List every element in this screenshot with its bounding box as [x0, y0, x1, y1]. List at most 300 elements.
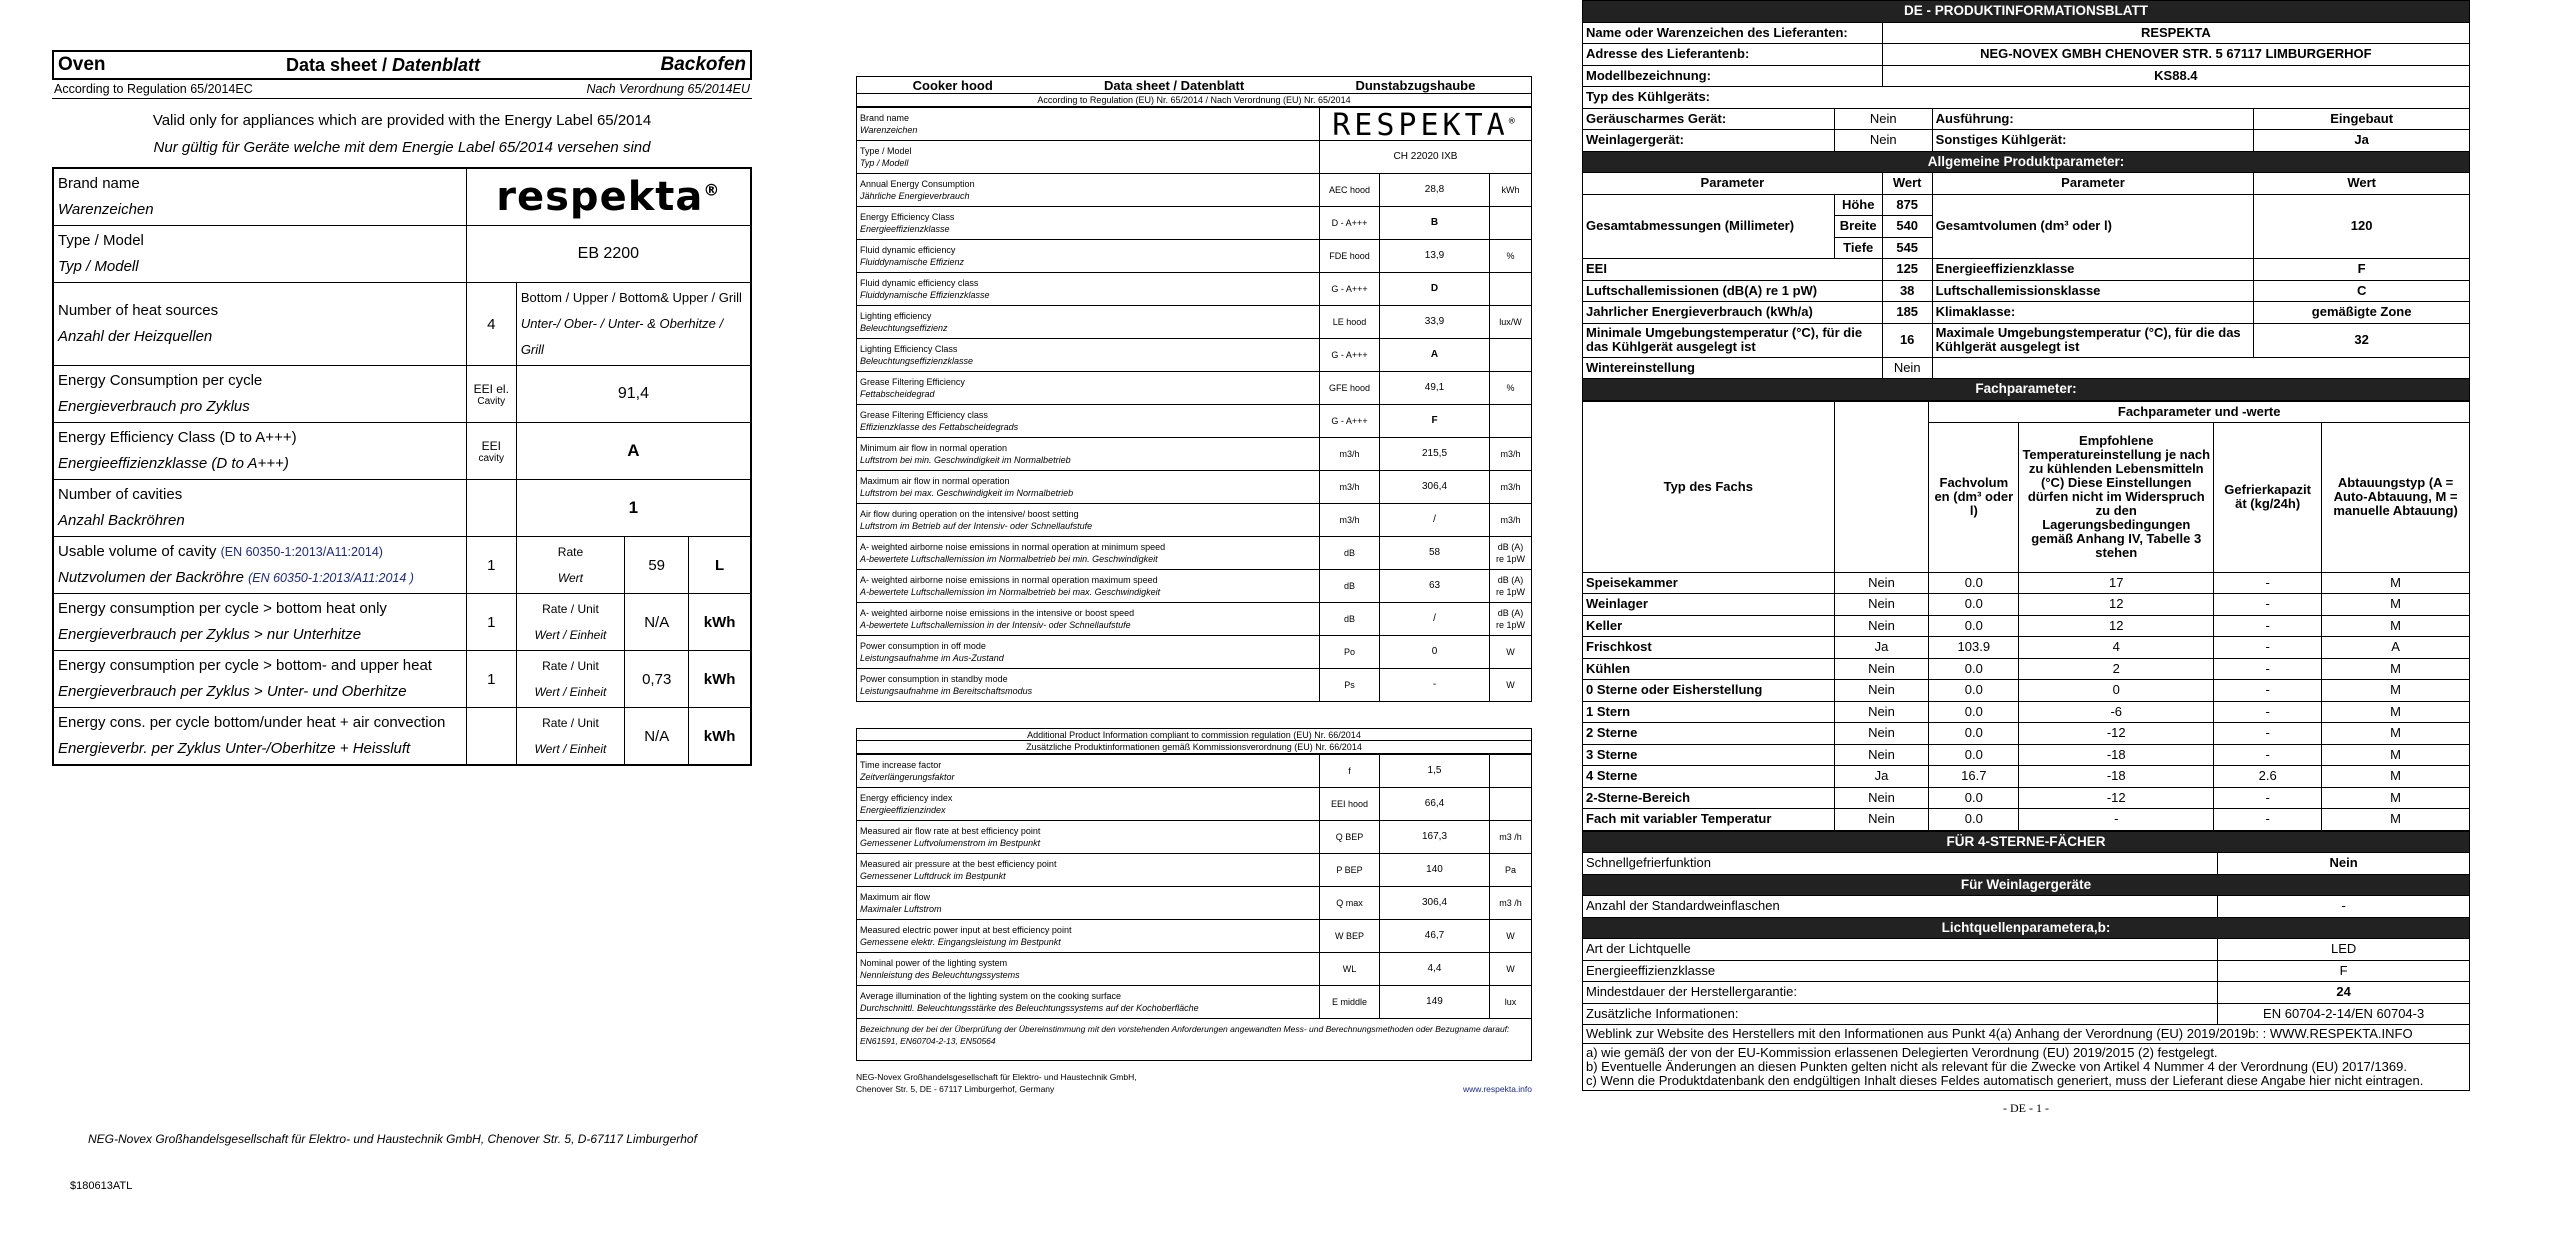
- fach-cell-5: M: [2322, 787, 2470, 809]
- hood-label: [857, 821, 1320, 854]
- hood-label-en: Average illumination of the lighting system on the cooking surface: [860, 991, 1121, 1001]
- fach-cell-2: 0.0: [1929, 723, 2019, 745]
- table-row: [1583, 357, 2470, 379]
- type-label: [53, 226, 466, 283]
- vol-rate-b: Wert: [557, 571, 584, 585]
- eec-value: A: [516, 423, 751, 480]
- licht2-value: 24: [2218, 982, 2470, 1004]
- fach-cell-3: 12: [2019, 594, 2214, 616]
- ausf-value: Eingebaut: [2254, 108, 2470, 130]
- hood-label-de: Energieeffizienzklasse: [860, 224, 950, 234]
- oven-header-mid: [286, 55, 480, 76]
- hood-cell-un: [1490, 273, 1532, 306]
- fach-cell-0: 2 Sterne: [1583, 723, 1835, 745]
- hood-cell-v: -: [1380, 669, 1490, 702]
- table-row: [857, 821, 1532, 854]
- address-value: NEG-NOVEX GMBH CHENOVER STR. 5 67117 LIMBURGERHOF: [1882, 44, 2469, 66]
- gen3-av: 16: [1882, 323, 1932, 357]
- dim-h-value: 875: [1882, 194, 1932, 216]
- fach-cell-3: -: [2019, 809, 2214, 831]
- fach-cell-2: 0.0: [1929, 658, 2019, 680]
- eec-de: Energieeffizienzklasse (D to A+++): [58, 455, 289, 472]
- hood-label: [857, 438, 1320, 471]
- table-row: [857, 755, 1532, 788]
- table-row: [857, 405, 1532, 438]
- hood-cell-un: W: [1490, 669, 1532, 702]
- hood-cell-u: m3/h: [1320, 438, 1380, 471]
- hood-cell-u: G - A+++: [1320, 405, 1380, 438]
- table-row: [1583, 259, 2470, 281]
- table-row: [857, 854, 1532, 887]
- fridge-title: DE - PRODUKTINFORMATIONSBLATT: [1583, 1, 2470, 23]
- hood-header-right: Dunstabzugshaube: [1355, 77, 1476, 93]
- row1-n: 1: [466, 651, 516, 708]
- fach-cell-1: Ja: [1834, 766, 1929, 788]
- row0-ru: [516, 594, 624, 651]
- oven-header-mid-a: Data sheet /: [285, 54, 393, 75]
- hood-cell-v: 13,9: [1380, 240, 1490, 273]
- hood-label-en: Minimum air flow in normal operation: [860, 443, 1008, 453]
- fach-cell-0: Weinlager: [1583, 594, 1835, 616]
- hood-cell-u: E middle: [1320, 986, 1380, 1019]
- respekta-logo: respekta®: [466, 168, 751, 226]
- fach-cell-2: 0.0: [1929, 680, 2019, 702]
- fach-cell-2: 0.0: [1929, 615, 2019, 637]
- hood-label-en: A- weighted airborne noise emissions in the intensive or boost speed: [860, 608, 1135, 618]
- fach-cell-0: Keller: [1583, 615, 1835, 637]
- hood-address: [856, 1071, 1532, 1095]
- fach-cell-5: M: [2322, 701, 2470, 723]
- table-row: [1583, 896, 2470, 918]
- fach-typ-header: Typ des Fachs: [1583, 401, 1835, 572]
- table-row: [53, 226, 751, 283]
- hood-label: [857, 603, 1320, 636]
- fach-cell-0: Speisekammer: [1583, 572, 1835, 594]
- gen0-bv: F: [2254, 259, 2470, 281]
- fach-cell-0: 4 Sterne: [1583, 766, 1835, 788]
- fach-cell-5: M: [2322, 680, 2470, 702]
- table-row: [1583, 809, 2470, 831]
- table-row: [857, 471, 1532, 504]
- weblink-text: Weblink zur Website des Herstellers mit den Informationen aus Punkt 4(a) Anhang der Verordnung (EU) 2019/2019b: : WWW.RESPEKTA.INFO: [1583, 1025, 2470, 1044]
- hood-cell-v: /: [1380, 603, 1490, 636]
- licht-title: Lichtquellenparametera,b:: [1583, 917, 2470, 939]
- table-row: [1583, 22, 2470, 44]
- hood-label-de: Maximaler Luftstrom: [860, 904, 942, 914]
- hood-label: [857, 920, 1320, 953]
- row2-value: N/A: [625, 708, 689, 766]
- hood-label: [857, 537, 1320, 570]
- hood-cell-un: m3 /h: [1490, 821, 1532, 854]
- hood-cell-un: m3 /h: [1490, 887, 1532, 920]
- oven-data-sheet: [52, 50, 752, 1192]
- quiet-label: Geräuscharmes Gerät:: [1583, 108, 1835, 130]
- hood-label-en: A- weighted airborne noise emissions in normal operation at minimum speed: [860, 542, 1166, 552]
- hood-label-en: Nominal power of the lighting system: [860, 958, 1008, 968]
- logo-text: RESPEKTA: [1332, 108, 1509, 143]
- hood-cell-u: LE hood: [1320, 306, 1380, 339]
- hood-label-en: Maximum air flow in normal operation: [860, 476, 1010, 486]
- table-row: [53, 651, 751, 708]
- hood-label: [857, 471, 1320, 504]
- table-row: [1583, 108, 2470, 130]
- ausf-label: Ausführung:: [1932, 108, 2254, 130]
- brand-en: Brand name: [58, 175, 140, 192]
- hood-cell-un: kWh: [1490, 174, 1532, 207]
- fach-cell-0: 2-Sterne-Bereich: [1583, 787, 1835, 809]
- hood-label-de: Gemessener Luftdruck im Bestpunkt: [860, 871, 1006, 881]
- table-row: [1583, 1003, 2470, 1025]
- row1-value: 0,73: [625, 651, 689, 708]
- row0-label: [53, 594, 466, 651]
- hood-cell-un: Pa: [1490, 854, 1532, 887]
- hood-label-de: Fluiddynamische Effizienz: [860, 257, 965, 267]
- fach-cell-3: 17: [2019, 572, 2214, 594]
- vol-de-ref: (EN 60350-1:2013/A11:2014 ): [248, 571, 414, 585]
- table-row: [1583, 766, 2470, 788]
- fach-h4: Abtauungstyp (A = Auto-Abtauung, M = manuelle Abtauung): [2322, 422, 2470, 572]
- gen1-bv: C: [2254, 280, 2470, 302]
- gen3-bv: 32: [2254, 323, 2470, 357]
- table-row: [1583, 939, 2470, 961]
- cav-de: Anzahl Backröhren: [58, 512, 185, 529]
- oven-footer: NEG-Novex Großhandelsgesellschaft für Elektro- und Haustechnik GmbH, Chenover Str. 5, D-67117 Limburgerhof: [88, 1132, 697, 1146]
- table-row: [857, 273, 1532, 306]
- heat-desc: [516, 283, 751, 366]
- table-row: [1583, 853, 2470, 875]
- hood-addr1: NEG-Novex Großhandelsgesellschaft für Elektro- und Haustechnik GmbH,: [856, 1072, 1137, 1082]
- fach-cell-5: M: [2322, 615, 2470, 637]
- supplier-label: Name oder Warenzeichen des Lieferanten:: [1583, 22, 1883, 44]
- oven-validity: [52, 107, 752, 161]
- oven-table: [52, 167, 752, 766]
- hood-header: [856, 76, 1532, 94]
- row2-de: Energieverbr. per Zyklus Unter-/Oberhitze + Heissluft: [58, 740, 411, 757]
- hood-regulation: According to Regulation (EU) Nr. 65/2014 / Nach Verordnung (EU) Nr. 65/2014: [856, 94, 1532, 107]
- fach-cell-2: 0.0: [1929, 809, 2019, 831]
- table-row: [53, 283, 751, 366]
- hood-cell-v: 149: [1380, 986, 1490, 1019]
- hood-label-de: A-bewertete Luftschallemission in der Intensiv- oder Schnellaufstufe: [860, 620, 1131, 630]
- row0-en: Energy consumption per cycle > bottom heat only: [58, 600, 387, 617]
- fach-cell-2: 0.0: [1929, 594, 2019, 616]
- fach-cell-5: M: [2322, 744, 2470, 766]
- hood-label-de: Nennleistung des Beleuchtungssystems: [860, 970, 1020, 980]
- oven-header-right: Backofen: [660, 54, 746, 75]
- gen1-av: 38: [1882, 280, 1932, 302]
- vol-rate-a: Rate: [557, 545, 584, 559]
- dim-h-label: Höhe: [1834, 194, 1882, 216]
- hood-cell-v: 306,4: [1380, 471, 1490, 504]
- fach-cell-4: -: [2214, 572, 2322, 594]
- fach-h2: Empfohlene Temperatureinstellung je nach zu kühlenden Lebensmitteln (°C) Diese Einstellungen dürfen nicht im Widerspruch zu den Lagerungsbedingungen gemäß Anhang IV, Tabelle 3 stehen: [2019, 422, 2214, 572]
- model-value: KS88.4: [1882, 65, 2469, 87]
- dim-t-label: Tiefe: [1834, 237, 1882, 259]
- eec-label: [53, 423, 466, 480]
- fach-cell-3: 12: [2019, 615, 2214, 637]
- schnell-label: Schnellgefrierfunktion: [1583, 853, 2218, 875]
- hood-label: [857, 174, 1320, 207]
- hood-label-en: Power consumption in standby mode: [860, 674, 1008, 684]
- hood-label-en: Grease Filtering Efficiency class: [860, 410, 988, 420]
- hood-label: [857, 240, 1320, 273]
- hood-cell-u: WL: [1320, 953, 1380, 986]
- hood-label-en: A- weighted airborne noise emissions in normal operation maximum speed: [860, 575, 1158, 585]
- table-row: [857, 570, 1532, 603]
- hood-cell-un: dB (A) re 1pW: [1490, 603, 1532, 636]
- hood-label-de: Beleuchtungseffizienz: [860, 323, 948, 333]
- hood-cell-u: GFE hood: [1320, 372, 1380, 405]
- fach-cell-4: -: [2214, 744, 2322, 766]
- table-row: [857, 920, 1532, 953]
- fach-cell-2: 0.0: [1929, 744, 2019, 766]
- winter-label: Wintereinstellung: [1583, 357, 1883, 379]
- fach-cell-4: -: [2214, 701, 2322, 723]
- hood-label-en: Fluid dynamic efficiency: [860, 245, 956, 255]
- hood-cell-v: 33,9: [1380, 306, 1490, 339]
- vol-n: 1: [466, 537, 516, 594]
- dim-t-value: 545: [1882, 237, 1932, 259]
- table-row: [1583, 323, 2470, 357]
- fach-cell-3: 0: [2019, 680, 2214, 702]
- row0-de: Energieverbrauch per Zyklus > nur Unterhitze: [58, 626, 362, 643]
- logo-text: respekta: [496, 174, 704, 220]
- hood-label-en: Measured air flow rate at best efficiency point: [860, 826, 1041, 836]
- table-row: [857, 174, 1532, 207]
- table-row: [1583, 594, 2470, 616]
- hood-cell-un: [1490, 339, 1532, 372]
- fach-cell-2: 103.9: [1929, 637, 2019, 659]
- gen0-av: 125: [1882, 259, 1932, 281]
- hood-cell-v: 1,5: [1380, 755, 1490, 788]
- hood-label-de: Gemessener Luftvolumenstrom im Bestpunkt: [860, 838, 1041, 848]
- table-row: [857, 141, 1532, 174]
- licht0-value: LED: [2218, 939, 2470, 961]
- table-row: [53, 366, 751, 423]
- fach-h1: Fachvolum en (dm³ oder l): [1929, 422, 2019, 572]
- hood-cell-un: lux/W: [1490, 306, 1532, 339]
- fach-cell-1: Nein: [1834, 723, 1929, 745]
- vol-unit: L: [689, 537, 751, 594]
- hood-cell-u: f: [1320, 755, 1380, 788]
- vol-value: 120: [2254, 194, 2470, 259]
- hood-model-value: CH 22020 IXB: [1320, 141, 1532, 174]
- fach-cell-4: -: [2214, 723, 2322, 745]
- table-row: [1583, 615, 2470, 637]
- hood-cell-v: A: [1380, 339, 1490, 372]
- cav-value: 1: [516, 480, 751, 537]
- hood-label-en: Time increase factor: [860, 760, 942, 770]
- eec-en: Energy Efficiency Class (D to A+++): [58, 429, 297, 446]
- hood-label: [857, 570, 1320, 603]
- type-label: Typ des Kühlgeräts:: [1583, 87, 2470, 109]
- hood-label-de: Effizienzklasse des Fettabscheidegrads: [860, 422, 1019, 432]
- fach-cell-5: M: [2322, 766, 2470, 788]
- table-row: [1583, 701, 2470, 723]
- licht3-label: Zusätzliche Informationen:: [1583, 1003, 2218, 1025]
- table-row: [53, 594, 751, 651]
- table-row: [53, 480, 751, 537]
- hood-cell-v: 63: [1380, 570, 1490, 603]
- table-row: [1583, 787, 2470, 809]
- table-row: [857, 887, 1532, 920]
- table-row: [1583, 1025, 2470, 1044]
- gen0-a: EEI: [1583, 259, 1883, 281]
- hood-cell-un: W: [1490, 920, 1532, 953]
- footnotes: a) wie gemäß der von der EU-Kommission erlassenen Delegierten Verordnung (EU) 2019/2015 (2) festgelegt. b) Eventuelle Änderungen an diesen Punkten gelten nicht als relevant für die Zwecke von Artikel 4 Nummer 4 der Verordnung (EU) 2017/1369. c) Wenn die Produktdatenbank den endgültigen Inhalt dieses Feldes automatisch generiert, muss der Lieferant diese Angabe hier nicht eintragen.: [1583, 1044, 2470, 1091]
- fach-cell-2: 16.7: [1929, 766, 2019, 788]
- table-row: [857, 669, 1532, 702]
- hood-cell-u: dB: [1320, 570, 1380, 603]
- table-row: [857, 504, 1532, 537]
- brand-label: [53, 168, 466, 226]
- hood-cell-u: Ps: [1320, 669, 1380, 702]
- fridge-bottom-table: [1582, 831, 2470, 1092]
- table-row: [53, 423, 751, 480]
- table-row: [1583, 1044, 2470, 1091]
- hood-label-en: Maximum air flow: [860, 892, 931, 902]
- fach-cell-1: Nein: [1834, 572, 1929, 594]
- heat-desc-de: Unter-/ Ober- / Unter- & Oberhitze / Grill: [520, 316, 724, 357]
- oven-valid-de: Nur gültig für Geräte welche mit dem Energie Label 65/2014 versehen sind: [153, 139, 651, 156]
- vol-en-ref: (EN 60350-1:2013/A11:2014): [220, 545, 383, 559]
- hood-cell-u: m3/h: [1320, 471, 1380, 504]
- fach-cell-3: -12: [2019, 723, 2214, 745]
- heat-label: [53, 283, 466, 366]
- ec-label: [53, 366, 466, 423]
- brand-de: Warenzeichen: [58, 201, 154, 218]
- hood-label-en: Brand name: [860, 113, 910, 123]
- hood-cell-v: 46,7: [1380, 920, 1490, 953]
- four-star-title: FÜR 4-STERNE-FÄCHER: [1583, 831, 2470, 853]
- table-row: [1583, 680, 2470, 702]
- hood-cell-v: 58: [1380, 537, 1490, 570]
- ec-en: Energy Consumption per cycle: [58, 372, 263, 389]
- fach-cell-2: 0.0: [1929, 701, 2019, 723]
- hood-header-mid: Data sheet / Datenblatt: [1104, 77, 1245, 93]
- row1-unit: kWh: [689, 651, 751, 708]
- fach-cell-0: Fach mit variabler Temperatur: [1583, 809, 1835, 831]
- hood-cell-un: [1490, 788, 1532, 821]
- hood-cell-un: dB (A) re 1pW: [1490, 537, 1532, 570]
- table-row: [857, 603, 1532, 636]
- fach-subhead-row: [1583, 401, 2470, 422]
- cav-blank: [466, 480, 516, 537]
- fach-cell-4: -: [2214, 615, 2322, 637]
- fach-blank: [1834, 401, 1929, 572]
- hood-cell-v: 49,1: [1380, 372, 1490, 405]
- hood-table: [856, 107, 1532, 702]
- heat-en: Number of heat sources: [58, 302, 219, 319]
- fach-title: Fachparameter:: [1583, 379, 2470, 401]
- hood-cell-un: [1490, 755, 1532, 788]
- hood-label: [857, 669, 1320, 702]
- gen2-b: Klimaklasse:: [1932, 302, 2254, 324]
- hood-label: [857, 108, 1320, 141]
- row1-ru-a: Rate / Unit: [542, 659, 599, 673]
- hood-cell-un: %: [1490, 372, 1532, 405]
- page-number: - DE - 1 -: [2003, 1101, 2049, 1115]
- row1-ru-b: Wert / Einheit: [534, 685, 607, 699]
- hood-label-de: A-bewertete Luftschallemission im Normalbetrieb bei min. Geschwindigkeit: [860, 554, 1158, 564]
- table-row: [857, 207, 1532, 240]
- fach-cell-1: Nein: [1834, 744, 1929, 766]
- table-row: [1583, 723, 2470, 745]
- hood-website-link[interactable]: www.respekta.info: [1463, 1084, 1532, 1094]
- hood-cell-v: 167,3: [1380, 821, 1490, 854]
- hood-cell-v: B: [1380, 207, 1490, 240]
- table-row: [857, 240, 1532, 273]
- hood-label: [857, 636, 1320, 669]
- hood-label-de: Gemessene elektr. Eingangsleistung im Bestpunkt: [860, 937, 1061, 947]
- hood-cell-v: F: [1380, 405, 1490, 438]
- fach-cell-4: -: [2214, 637, 2322, 659]
- oven-regulation: [52, 82, 752, 99]
- supplier-value: RESPEKTA: [1882, 22, 2469, 44]
- hood-cell-un: m3/h: [1490, 504, 1532, 537]
- table-row: [1583, 302, 2470, 324]
- fach-cell-5: M: [2322, 572, 2470, 594]
- heat-desc-en: Bottom / Upper / Bottom& Upper / Grill: [520, 290, 742, 305]
- hood-label-de: A-bewertete Luftschallemission im Normalbetrieb bei max. Geschwindigkeit: [860, 587, 1161, 597]
- hood-add-table: [856, 754, 1532, 1019]
- hood-label: [857, 854, 1320, 887]
- hood-label: [857, 339, 1320, 372]
- hood-label-de: Fluiddynamische Effizienzklasse: [860, 290, 990, 300]
- hood-label-en: Lighting Efficiency Class: [860, 344, 958, 354]
- row2-ru-a: Rate / Unit: [542, 716, 599, 730]
- anzahl-label: Anzahl der Standardweinflaschen: [1583, 896, 2218, 918]
- ec-unit-b: Cavity: [477, 395, 506, 407]
- hood-cell-v: D: [1380, 273, 1490, 306]
- schnell-value: Nein: [2218, 853, 2470, 875]
- oven-reg-left: According to Regulation 65/2014EC: [54, 82, 253, 96]
- hood-cell-u: Po: [1320, 636, 1380, 669]
- fach-cell-5: M: [2322, 809, 2470, 831]
- fach-cell-1: Nein: [1834, 615, 1929, 637]
- table-row: [857, 306, 1532, 339]
- oven-header-left: Oven: [58, 54, 106, 75]
- hood-cell-v: 140: [1380, 854, 1490, 887]
- vol-de: Nutzvolumen der Backröhre: [58, 569, 244, 586]
- oven-code: $180613ATL: [70, 1180, 133, 1192]
- table-row: [857, 636, 1532, 669]
- hood-label-de: Leistungsaufnahme im Bereitschaftsmodus: [860, 686, 1033, 696]
- licht1-value: F: [2218, 960, 2470, 982]
- hood-label-de: Warenzeichen: [860, 125, 918, 135]
- table-row: [1583, 194, 2470, 216]
- row2-ru-b: Wert / Einheit: [534, 742, 607, 756]
- table-row: [857, 372, 1532, 405]
- table-row: [1583, 130, 2470, 152]
- fach-cell-4: -: [2214, 594, 2322, 616]
- hood-label: [857, 755, 1320, 788]
- hood-label-de: Energieeffizienzindex: [860, 805, 946, 815]
- fach-sub-header: Fachparameter und -werte: [1929, 401, 2470, 422]
- gen3-b: Maximale Umgebungstemperatur (°C), für die das Kühlgerät ausgelegt ist: [1932, 323, 2254, 357]
- hood-cell-u: EEI hood: [1320, 788, 1380, 821]
- hood-cell-u: dB: [1320, 537, 1380, 570]
- hood-label: [857, 306, 1320, 339]
- fach-h3: Gefrierkapazit ät (kg/24h): [2214, 422, 2322, 572]
- table-row: [53, 537, 751, 594]
- hood-label-en: Air flow during operation on the intensive/ boost setting: [860, 509, 1079, 519]
- eec-unit-b: cavity: [478, 452, 505, 464]
- col-param-1: Parameter: [1583, 173, 1883, 195]
- other-label: Sonstiges Kühlgerät:: [1932, 130, 2254, 152]
- cav-label: [53, 480, 466, 537]
- hood-label: [857, 372, 1320, 405]
